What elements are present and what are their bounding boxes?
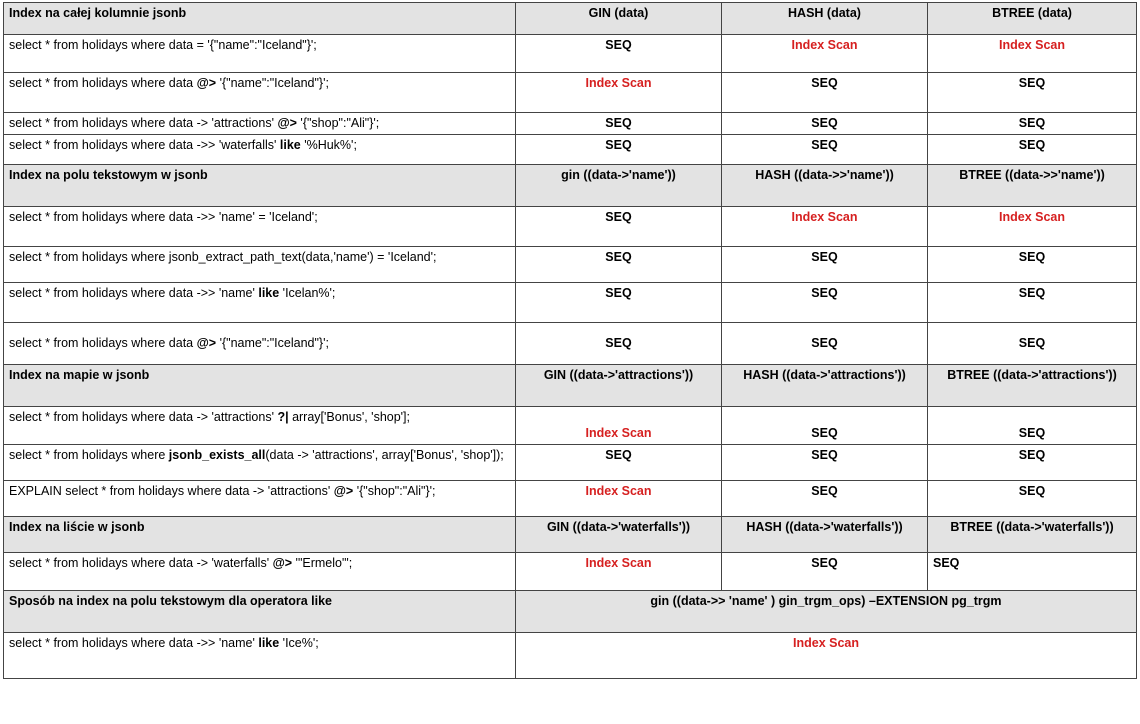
column-header-gin: GIN (data) (516, 3, 722, 35)
query-cell: select * from holidays where data ->> 'name' like 'Ice%'; (4, 633, 516, 679)
table-row (4, 633, 1137, 679)
index-comparison-table (3, 2, 1137, 679)
result-hash: SEQ (722, 323, 928, 365)
result-btree: SEQ (928, 247, 1137, 283)
result-gin: SEQ (516, 207, 722, 247)
table-row (4, 73, 1137, 113)
result-hash: Index Scan (722, 207, 928, 247)
table-row (4, 135, 1137, 165)
section-title: Index na mapie w jsonb (4, 365, 516, 407)
result-btree: SEQ (928, 283, 1137, 323)
column-header-gin: GIN ((data->'attractions')) (516, 365, 722, 407)
result-hash: SEQ (722, 445, 928, 481)
result-gin: SEQ (516, 135, 722, 165)
result-gin: SEQ (516, 35, 722, 73)
table-row (4, 323, 1137, 365)
table-row (4, 445, 1137, 481)
result-gin: SEQ (516, 113, 722, 135)
table-row (4, 35, 1137, 73)
column-header-btree: BTREE (data) (928, 3, 1137, 35)
section-header-row (4, 3, 1137, 35)
query-cell: select * from holidays where data @> '{"name":"Iceland"}'; (4, 73, 516, 113)
result-btree: SEQ (928, 481, 1137, 517)
section-title: Index na całej kolumnie jsonb (4, 3, 516, 35)
result-gin: SEQ (516, 283, 722, 323)
query-cell: select * from holidays where data -> 'attractions' @> '{"shop":"Ali"}'; (4, 113, 516, 135)
result-gin: Index Scan (516, 407, 722, 445)
query-cell: select * from holidays where data ->> 'waterfalls' like '%Huk%'; (4, 135, 516, 165)
query-cell: select * from holidays where jsonb_extract_path_text(data,'name') = 'Iceland'; (4, 247, 516, 283)
section-header-row (4, 591, 1137, 633)
table-row (4, 407, 1137, 445)
query-cell: select * from holidays where data ->> 'name' like 'Icelan%'; (4, 283, 516, 323)
query-cell: select * from holidays where data = '{"name":"Iceland"}'; (4, 35, 516, 73)
table-row (4, 247, 1137, 283)
result-btree: SEQ (928, 135, 1137, 165)
result-hash: SEQ (722, 553, 928, 591)
table-row (4, 113, 1137, 135)
column-header-btree: BTREE ((data->'waterfalls')) (928, 517, 1137, 553)
section-title: Sposób na index na polu tekstowym dla operatora like (4, 591, 516, 633)
result-hash: SEQ (722, 247, 928, 283)
section-header-row (4, 365, 1137, 407)
result-gin: Index Scan (516, 73, 722, 113)
result-hash: Index Scan (722, 35, 928, 73)
section-title: Index na liście w jsonb (4, 517, 516, 553)
column-header-hash: HASH ((data->'attractions')) (722, 365, 928, 407)
table-row (4, 481, 1137, 517)
result-btree: Index Scan (928, 35, 1137, 73)
column-header-btree: BTREE ((data->'attractions')) (928, 365, 1137, 407)
column-header-hash: HASH ((data->>'name')) (722, 165, 928, 207)
query-cell: select * from holidays where data ->> 'name' = 'Iceland'; (4, 207, 516, 247)
column-header-gin: gin ((data->'name')) (516, 165, 722, 207)
section-title: Index na polu tekstowym w jsonb (4, 165, 516, 207)
result-btree: SEQ (928, 445, 1137, 481)
trgm-index-header: gin ((data->> 'name' ) gin_trgm_ops) –EXTENSION pg_trgm (516, 591, 1137, 633)
query-cell: EXPLAIN select * from holidays where data -> 'attractions' @> '{"shop":"Ali"}'; (4, 481, 516, 517)
result-gin: Index Scan (516, 481, 722, 517)
result-btree: SEQ (928, 323, 1137, 365)
result-hash: SEQ (722, 283, 928, 323)
query-cell: select * from holidays where data -> 'waterfalls' @> '"Ermelo"'; (4, 553, 516, 591)
column-header-gin: GIN ((data->'waterfalls')) (516, 517, 722, 553)
result-btree: Index Scan (928, 207, 1137, 247)
result-gin: SEQ (516, 323, 722, 365)
result-btree: SEQ (928, 73, 1137, 113)
result-gin: Index Scan (516, 553, 722, 591)
column-header-hash: HASH (data) (722, 3, 928, 35)
result-hash: SEQ (722, 135, 928, 165)
query-cell: select * from holidays where data @> '{"name":"Iceland"}'; (4, 323, 516, 365)
section-header-row (4, 165, 1137, 207)
result-hash: SEQ (722, 407, 928, 445)
table-row (4, 207, 1137, 247)
query-cell: select * from holidays where jsonb_exists_all(data -> 'attractions', array['Bonus', 'shop']); (4, 445, 516, 481)
result-btree: SEQ (928, 113, 1137, 135)
section-header-row (4, 517, 1137, 553)
query-cell: select * from holidays where data -> 'attractions' ?| array['Bonus', 'shop']; (4, 407, 516, 445)
result-hash: SEQ (722, 113, 928, 135)
result-gin: SEQ (516, 445, 722, 481)
result-hash: SEQ (722, 73, 928, 113)
trgm-result: Index Scan (516, 633, 1137, 679)
column-header-btree: BTREE ((data->>'name')) (928, 165, 1137, 207)
result-hash: SEQ (722, 481, 928, 517)
table-row (4, 553, 1137, 591)
column-header-hash: HASH ((data->'waterfalls')) (722, 517, 928, 553)
result-gin: SEQ (516, 247, 722, 283)
result-btree: SEQ (928, 553, 1137, 591)
result-btree: SEQ (928, 407, 1137, 445)
table-row (4, 283, 1137, 323)
